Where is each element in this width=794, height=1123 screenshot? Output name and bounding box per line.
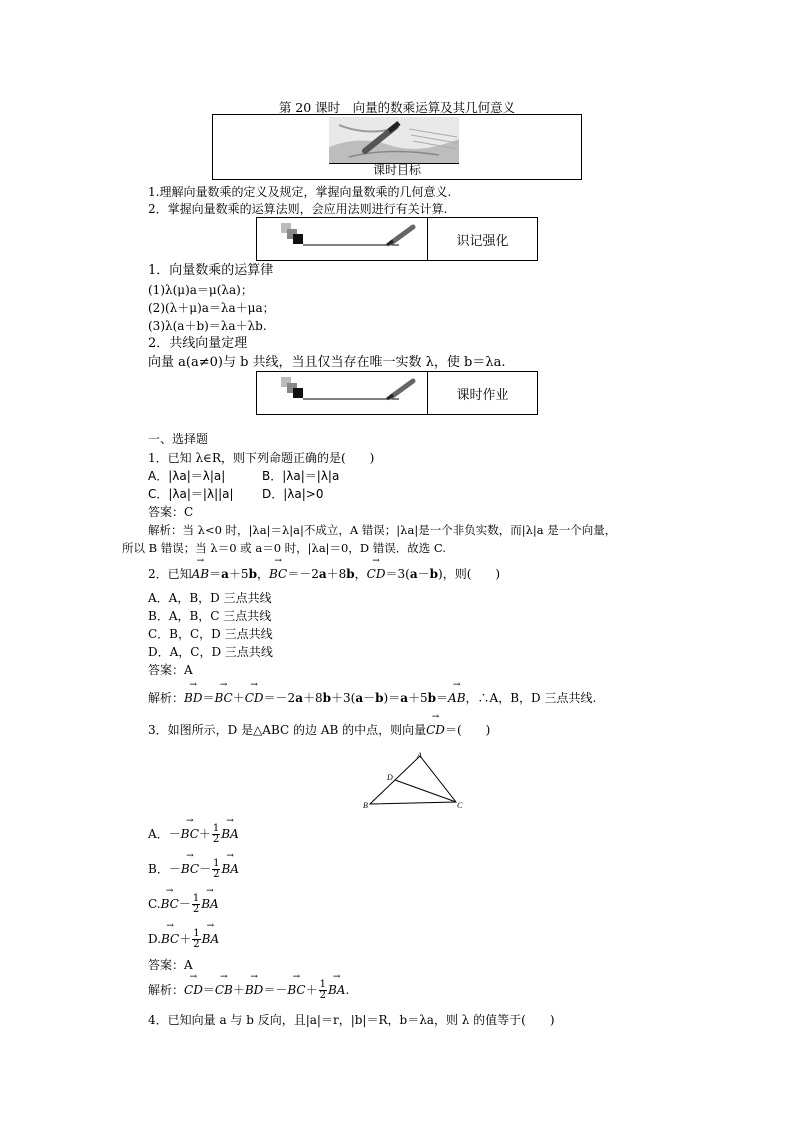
q1-option-a: A．|λa|＝λ|a| (148, 469, 226, 483)
q3-stem: 3．如图所示，D 是△ABC 的边 AB 的中点，则向量→ CD＝( ) (148, 722, 490, 738)
pen-illustration (329, 117, 459, 163)
homework-banner (256, 371, 538, 415)
law-3: (3)λ(a＋b)＝λa＋λb. (148, 319, 267, 333)
objectives-banner (212, 114, 582, 180)
law-2: (2)(λ＋μ)a＝λa＋μa； (148, 301, 275, 315)
pen-icon (279, 221, 419, 247)
homework-banner-label: 课时作业 (456, 387, 509, 403)
q1-stem: 1．已知 λ∈R，则下列命题正确的是( ) (148, 451, 375, 465)
review-banner (256, 217, 538, 261)
section-heading: 一、选择题 (148, 432, 209, 446)
page-title: 第 20 课时 向量的数乘运算及其几何意义 (278, 100, 516, 115)
objective-1: 1.理解向量数乘的定义及规定，掌握向量数乘的几何意义. (148, 185, 452, 199)
q3-option-b: B．－→ BC－ $\frac{1}{2}$ → BA (148, 859, 239, 880)
review-heading-2: 2．共线向量定理 (148, 336, 248, 351)
q3-option-d: D.→ BC＋ $\frac{1}{2}$ → BA (148, 929, 219, 950)
pen-icon (279, 375, 419, 401)
q1-answer: 答案：C (148, 505, 194, 519)
review-banner-label: 识记强化 (456, 233, 509, 249)
q2-stem: 2．已知→ AB＝a＋5b，→ BC＝－2a＋8b，→ CD＝3(a－b)，则( ) (148, 566, 500, 582)
q1-option-b: B．|λa|＝|λ|a (262, 469, 340, 483)
q2-explanation: 解析：→ BD＝→ BC＋→ CD＝－2a＋8b＋3(a－b)＝a＋5b＝→ AB，∴A，B，D 三点共线. (148, 690, 596, 706)
label-a: A (417, 751, 422, 760)
q4-stem: 4．已知向量 a 与 b 反向，且|a|＝r，|b|＝R，b＝λa，则 λ 的值等于( ) (148, 1013, 555, 1027)
law-1: (1)λ(μ)a＝μ(λa)； (148, 283, 253, 297)
triangle-figure (360, 750, 470, 812)
q3-answer: 答案：A (148, 958, 193, 972)
q3-option-c: C.→ BC－ $\frac{1}{2}$ → BA (148, 894, 219, 915)
label-b: B (363, 801, 368, 810)
q1-explanation-2: 所以 B 错误；当 λ＝0 或 a＝0 时，|λa|＝0，D 错误．故选 C. (122, 541, 446, 555)
q2-option-c: C．B，C，D 三点共线 (148, 627, 273, 641)
q3-explanation: 解析：→ CD＝→ CB＋→ BD＝－→ BC＋ $\frac{1}{2}$ → BA. (148, 980, 349, 1001)
collinear-theorem: 向量 a(a≠0)与 b 共线，当且仅当存在唯一实数 λ，使 b＝λa. (148, 355, 506, 370)
q3-option-a: A．－→ BC＋ $\frac{1}{2}$ → BA (148, 824, 239, 845)
q1-explanation-1: 解析：当 λ<0 时，|λa|＝λ|a|不成立，A 错误；|λa|是一个非负实数，而|λ|a 是一个向量， (148, 523, 617, 537)
label-d: D (387, 773, 393, 782)
objective-2: 2．掌握向量数乘的运算法则，会应用法则进行有关计算. (148, 202, 448, 216)
q2-option-b: B．A，B，C 三点共线 (148, 609, 272, 623)
q1-option-d: D．|λa|>0 (262, 487, 324, 501)
review-heading-1: 1．向量数乘的运算律 (148, 263, 274, 278)
label-c: C (457, 801, 463, 810)
q2-option-a: A．A，B，D 三点共线 (148, 591, 272, 605)
objectives-label: 课时目标 (372, 163, 421, 177)
q1-option-c: C．|λa|＝|λ||a| (148, 487, 234, 501)
q2-answer: 答案：A (148, 663, 193, 677)
q2-option-d: D．A，C，D 三点共线 (148, 645, 273, 659)
